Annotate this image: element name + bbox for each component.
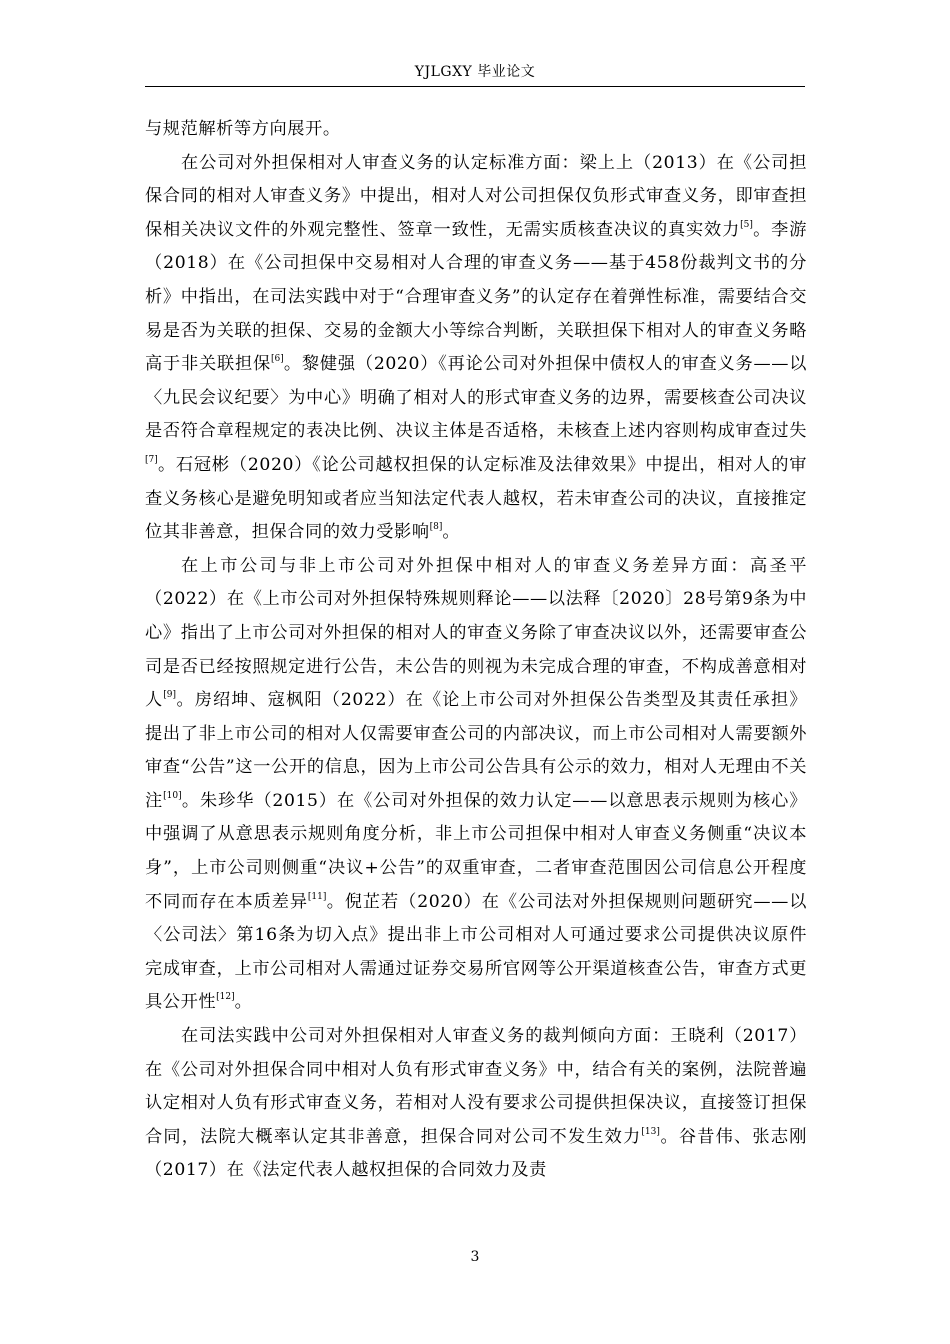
citation-marker: [12]: [216, 992, 235, 1003]
text-run: 在公司对外担保相对人审查义务的认定标准方面：梁上上（2013）在《公司担保合同的相对人审查义务》中提出，相对人对公司担保仅负形式审查义务，即审查担保相关决议文件的外观完整性、签章一致性，无需实质核查决议的真实效力: [145, 152, 807, 240]
paragraph: [145, 113, 807, 147]
text-run: 。: [234, 992, 253, 1013]
citation-marker: [13]: [641, 1126, 660, 1137]
document-body: [145, 113, 807, 1188]
text-run: 。谷昔伟、张志刚（2017）在《法定代表人越权担保的合同效力及责: [145, 1126, 807, 1181]
citation-marker: [8]: [429, 522, 443, 533]
text-run: 。黎健强（2020）《再论公司对外担保中债权人的审查义务——以〈九民会议纪要〉为中心》明确了相对人的形式审查义务的边界，需要核查公司决议是否符合章程规定的表决比例、决议主体是否适格，未核查上述内容则构成审查过失: [145, 354, 808, 442]
citation-marker: [9]: [163, 690, 177, 701]
page-header: YJLGXY 毕业论文: [414, 64, 536, 80]
text-run: 在司法实践中公司对外担保相对人审查义务的裁判倾向方面：王晓利（2017）在《公司对外担保合同中相对人负有形式审查义务》中，结合有关的案例，法院普遍认定相对人负有形式审查义务，若相对人没有要求公司提供担保决议，直接签订担保合同，法院大概率认定其非善意，担保合同对公司不发生效力: [145, 1026, 807, 1147]
citation-marker: [11]: [307, 891, 327, 902]
citation-marker: [5]: [740, 219, 753, 230]
paragraph: [145, 1020, 807, 1188]
header-divider: [145, 86, 805, 87]
text-run: 。倪芷若（2020）在《公司法对外担保规则问题研究——以〈公司法〉第16条为切入点》提出非上市公司相对人可通过要求公司提供决议原件完成审查，上市公司相对人需通过证券交易所官网等公开渠道核查公告，审查方式更具公开性: [145, 891, 807, 1013]
text-run: 。朱珍华（2015）在《公司对外担保的效力认定——以意思表示规则为核心》中强调了从意思表示规则角度分析，非上市公司担保中相对人审查义务侧重“决议本身”，上市公司则侧重“决议+公告”的双重审查，二者审查范围因公司信息公开程度不同而存在本质差异: [145, 790, 807, 912]
text-run: 。: [442, 522, 461, 543]
text-run: 。石冠彬（2020）《论公司越权担保的认定标准及法律效果》中提出，相对人的审查义务核心是避免明知或者应当知法定代表人越权，若未审查公司的决议，直接推定位其非善意，担保合同的效力受影响: [145, 454, 807, 543]
paragraph: [145, 147, 807, 550]
text-run: 与规范解析等方向展开。: [145, 119, 341, 139]
text-run: 。房绍坤、寇枫阳（2022）在《论上市公司对外担保公告类型及其责任承担》提出了非上市公司的相对人仅需要审查公司的内部决议，而上市公司相对人需要额外审查“公告”这一公开的信息，因为上市公司公告具有公示的效力，相对人无理由不关注: [145, 690, 807, 811]
text-run: 。李游（2018）在《公司担保中交易相对人合理的审查义务——基于458份裁判文书的分析》中指出，在司法实践中对于“合理审查义务”的认定存在着弹性标准，需要结合交易是否为关联的担保、交易的金额大小等综合判断，关联担保下相对人的审查义务略高于非关联担保: [145, 219, 807, 375]
citation-marker: [7]: [145, 454, 158, 465]
citation-marker: [6]: [270, 354, 284, 365]
page-number: 3: [470, 1249, 480, 1265]
text-run: 在上市公司与非上市公司对外担保中相对人的审查义务差异方面：高圣平（2022）在《上市公司对外担保特殊规则释论——以法释〔2020〕28号第9条为中心》指出了上市公司对外担保的相对人的审查义务除了审查决议以外，还需要审查公司是否已经按照规定进行公告，未公告的则视为未完成合理的审查，不构成善意相对人: [145, 555, 807, 711]
citation-marker: [10]: [163, 790, 182, 801]
paragraph: [145, 550, 807, 1020]
